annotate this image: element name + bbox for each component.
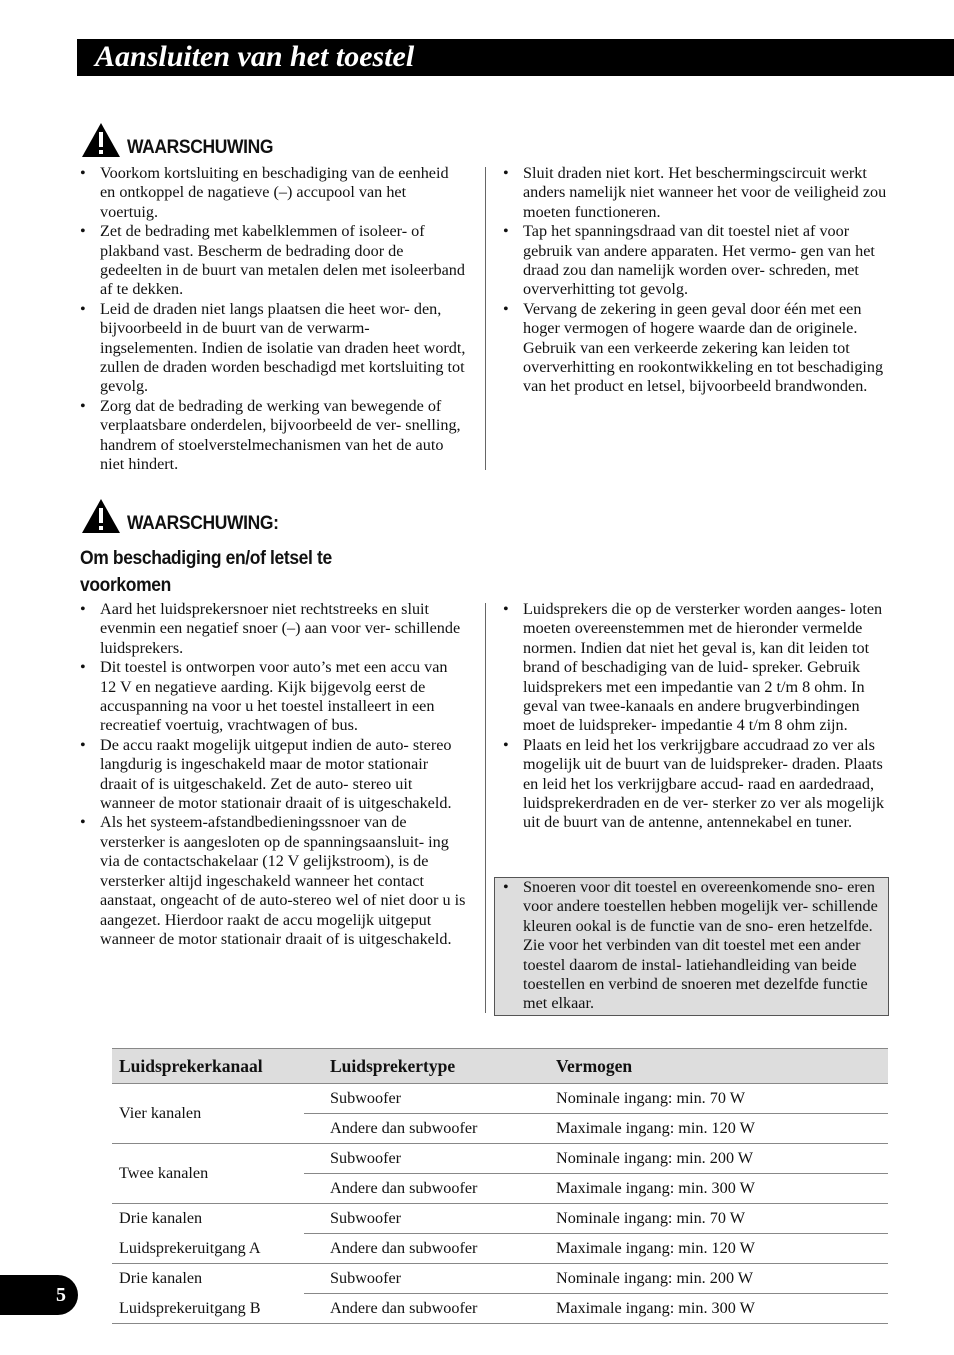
warning-list-left-2 bbox=[80, 600, 467, 949]
list-item: • Zorg dat de bedrading de werking van bewegende of verplaatsbare onderdelen, bijvoorbeeld de ver- snelling, handrem of stoelverstelmechanismen van het de auto niet hindert. bbox=[80, 396, 461, 474]
column-header: Luidsprekerkanaal bbox=[112, 1049, 304, 1084]
page-title: Aansluiten van het toestel bbox=[95, 40, 415, 73]
warning-icon bbox=[81, 498, 121, 534]
type-cell: Andere dan subwoofer bbox=[304, 1294, 549, 1324]
list-item: • Plaats en leid het los verkrijgbare accudraad zo ver als mogelijk uit de buurt van de luidspreker- draden. Plaats en leid het los verkrijgbare accud- raad en aardedraad, luidsprekerdraden en de ver- sterker zo ver als mogelijk uit de buurt van de antenne, antennekabel en tuner. bbox=[503, 735, 885, 832]
list-item: • Tap het spanningsdraad van dit toestel niet af voor gebruik van andere apparaten. Het vermo- gen van het draad zou dan namelijk worden over- schreden, met oververhitting tot gevolg. bbox=[503, 222, 875, 299]
channel-cell: Drie kanalen bbox=[119, 1269, 203, 1288]
warning-list-right-1 bbox=[503, 164, 890, 397]
list-item: • Aard het luidsprekersnoer niet rechtstreeks en sluit evenmin een negatief snoer (–) aan voor ver- schillende luidsprekers. bbox=[80, 600, 461, 657]
column-header: Luidsprekertype bbox=[304, 1049, 549, 1084]
table-row bbox=[112, 1264, 888, 1294]
power-cell: Maximale ingang: min. 300 W bbox=[549, 1174, 888, 1204]
channel-cell: Luidsprekeruitgang B bbox=[112, 1294, 304, 1324]
power-cell: Nominale ingang: min. 70 W bbox=[549, 1084, 888, 1114]
channel-cell: Twee kanalen bbox=[112, 1144, 304, 1204]
type-cell: Subwoofer bbox=[304, 1144, 549, 1174]
table-row bbox=[112, 1294, 888, 1324]
table-header-row bbox=[112, 1049, 888, 1084]
list-item: • Dit toestel is ontworpen voor auto’s met een accu van 12 V en negatieve aarding. Kijk bijgevolg eerst de accuspanning na voor u het toestel installeert in een recreatief voertuig, vrachtwagen of bus. bbox=[80, 658, 448, 735]
list-item: • Leid de draden niet langs plaatsen die heet wor- den, bijvoorbeeld in de buurt van de verwarm- ingselementen. Indien de isolatie van draden heet wordt, zullen de draden worden beschadigd met kortsluiting tot gevolg. bbox=[80, 299, 466, 396]
warning-heading-2 bbox=[81, 498, 292, 534]
list-item: • Vervang de zekering in geen geval door één met een hoger vermogen of hogere waarde dan de originele. Gebruik van een verkeerde zekering kan leiden tot oververhitting en rookontwikkeling en tot beschadiging van het product en letsel, bijvoorbeeld brandwonden. bbox=[503, 299, 884, 396]
warning-title-2: WAARSCHUWING: bbox=[127, 513, 279, 534]
type-cell: Andere dan subwoofer bbox=[304, 1234, 549, 1264]
type-cell: Andere dan subwoofer bbox=[304, 1114, 549, 1144]
list-item: • Sluit draden niet kort. Het beschermingscircuit werkt anders namelijk niet wanneer het voor de veiligheid zou moeten functioneren. bbox=[503, 164, 887, 221]
warning-title-1: WAARSCHUWING bbox=[127, 137, 274, 158]
list-item: • De accu raakt mogelijk uitgeput indien de auto- stereo langdurig is ingeschakeld maar de motor stationair draait of is uitgeschakeld. Zet de auto- stereo uit wanneer de motor stationair draait of is uitgeschakeld. bbox=[80, 735, 452, 813]
note-list bbox=[503, 878, 888, 1014]
power-cell: Nominale ingang: min. 70 W bbox=[549, 1204, 888, 1234]
list-item: • Zet de bedrading met kabelklemmen of isoleer- of plakband vast. Bescherm de bedrading door de gedeelten in de buurt van metalen delen met isoleerband af te dekken. bbox=[80, 222, 465, 299]
channel-cell: Drie kanalen bbox=[119, 1209, 203, 1228]
warning-icon bbox=[81, 122, 121, 158]
table-row bbox=[112, 1084, 888, 1114]
channel-cell: Luidsprekeruitgang A bbox=[112, 1234, 304, 1264]
list-item: • Luidsprekers die op de versterker worden aanges- loten moeten overeenstemmen met de hieronder vermelde normen. Indien dat niet het geval is, kan dit leiden tot brand of beschadiging van de luid- spreker. Gebruik luidsprekers met een impedantie van 2 t/m 8 ohm. In geval van twee-kanaals en andere brugverbindingen moet de luidspreker- impedantie 4 t/m 8 ohm zijn. bbox=[503, 600, 883, 735]
power-cell: Nominale ingang: min. 200 W bbox=[549, 1144, 888, 1174]
table-row bbox=[112, 1204, 888, 1234]
page-number: 5 bbox=[56, 1284, 66, 1306]
list-item: • Als het systeem-afstandbedieningssnoer van de versterker is aangesloten op de spanningsaansluit- ing via de contactschakelaar (12 V gelijkstroom), is de versterker altijd ingeschakeld wanneer het contact aanstaat, ongeacht of de auto-stereo wel of niet door u is aangezet. Hierdoor raakt de accu mogelijk uitgeput wanneer de motor stationair draait of is uitgeschakeld. bbox=[80, 813, 466, 948]
power-cell: Maximale ingang: min. 120 W bbox=[549, 1234, 888, 1264]
column-header: Vermogen bbox=[549, 1049, 888, 1084]
column-divider bbox=[485, 167, 486, 470]
list-item: • Voorkom kortsluiting en beschadiging van de eenheid en ontkoppel de nagatieve (–) accupool van het voertuig. bbox=[80, 164, 449, 221]
type-cell: Andere dan subwoofer bbox=[304, 1174, 549, 1204]
table-row bbox=[112, 1234, 888, 1264]
speaker-table bbox=[112, 1048, 888, 1324]
power-cell: Maximale ingang: min. 300 W bbox=[549, 1294, 888, 1324]
warning-subtitle: Om beschadiging en/of letsel te voorkomen bbox=[80, 548, 332, 596]
page-number-tab bbox=[0, 1275, 78, 1315]
type-cell: Subwoofer bbox=[304, 1084, 549, 1114]
warning-list-right-2 bbox=[503, 600, 890, 833]
header-banner bbox=[77, 39, 954, 76]
type-cell: Subwoofer bbox=[304, 1204, 549, 1234]
warning-list-left-1 bbox=[80, 164, 467, 475]
column-divider bbox=[485, 603, 486, 1013]
power-cell: Nominale ingang: min. 200 W bbox=[549, 1264, 888, 1294]
type-cell: Subwoofer bbox=[304, 1264, 549, 1294]
channel-cell: Vier kanalen bbox=[112, 1084, 304, 1144]
note-item: • Snoeren voor dit toestel en overeenkomende sno- eren voor andere toestellen hebben mogelijk ver- schillende kleuren ookal is de functie van de sno- eren hetzelfde. Zie voor het verbinden van dit toestel met een ander toestel daarom de instal- latiehandleiding van beide toestellen en verbind de snoeren met dezelfde functie met elkaar. bbox=[503, 878, 878, 1013]
table-row bbox=[112, 1144, 888, 1174]
warning-heading-1 bbox=[81, 122, 286, 158]
power-cell: Maximale ingang: min. 120 W bbox=[549, 1114, 888, 1144]
